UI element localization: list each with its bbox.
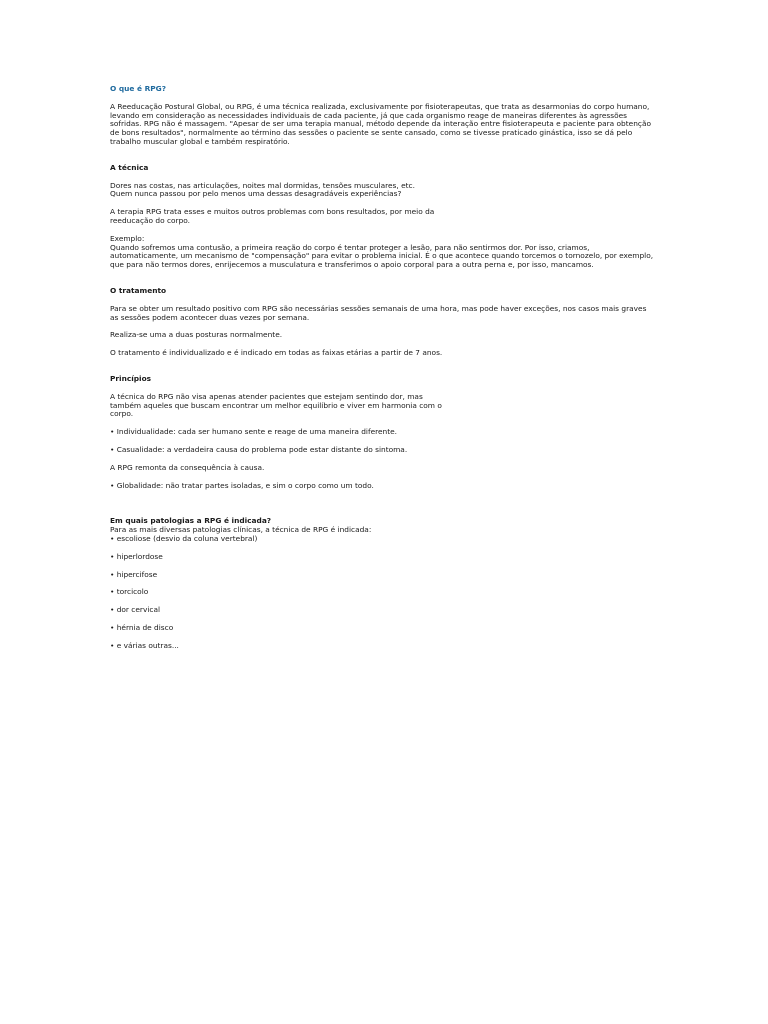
list-item: • Individualidade: cada ser humano sente e reage de uma maneira diferente. (110, 427, 398, 437)
paragraph: Para se obter um resultado positivo com RPG são necessárias sessões semanais de uma hora, mas pode haver exceções, nos casos mais graves as sessões podem acontecer duas vezes por semana. (110, 303, 647, 322)
section-heading-principles: Princípios (110, 373, 152, 383)
list-item: • hipercifose (110, 569, 158, 579)
section-heading-pathologies: Em quais patologias a RPG é indicada? (110, 516, 272, 526)
section-title-what-is-rpg: O que é RPG? (110, 84, 167, 93)
paragraph: Realiza-se uma a duas posturas normalmente. (110, 330, 283, 340)
paragraph: Exemplo: Quando sofremos uma contusão, a primeira reação do corpo é tentar proteger a lesão, para não sentirmos dor. Por isso, criamos, automaticamente, um mecanismo de "compensação" para evitar o problema inicial. É o que acontece quando torcemos o tornozelo, por exemplo, que para não termos dores, enrijecemos a musculatura e transferimos o apoio corporal para a outra perna e, por isso, mancamos. (110, 233, 654, 270)
list-item: • hiperlordose (110, 551, 163, 561)
paragraph: A terapia RPG trata esses e muitos outros problemas com bons resultados, por meio da reeducação do corpo. (110, 207, 435, 225)
paragraph: A Reeducação Postural Global, ou RPG, é uma técnica realizada, exclusivamente por fisioterapeutas, que trata as desarmonias do corpo humano, levando em consideração as necessidades individuais de cada paciente, já que cada organismo reage de maneiras diferentes às agressões sofridas. RPG não é massagem. "Apesar de ser uma terapia manual, método depende da interação entre fisioterapeuta e paciente para obtenção de bons resultados", normalmente ao término das sessões o paciente se sente cansado, como se tivesse praticado ginástica, isso se dá pelo trabalho muscular global e também respiratório. (110, 101, 651, 146)
paragraph: A técnica do RPG não visa apenas atender pacientes que estejam sentindo dor, mas também aqueles que buscam encontrar um melhor equilíbrio e viver em harmonia com o corpo. (110, 391, 442, 419)
list-item: • Casualidade: a verdadeira causa do problema pode estar distante do sintoma. (110, 444, 408, 454)
list-item: • Globalidade: não tratar partes isoladas, e sim o corpo como um todo. (110, 480, 374, 490)
list-item: • dor cervical (110, 605, 161, 615)
list-item: • hérnia de disco (110, 622, 174, 632)
list-item: • escoliose (desvio da coluna vertebral) (110, 533, 258, 543)
document-body (110, 85, 656, 659)
paragraph: Dores nas costas, nas articulações, noites mal dormidas, tensões musculares, etc. Quem nunca passou por pelo menos uma dessas desagradáveis experiências? (110, 180, 415, 199)
section-heading-treatment: O tratamento (110, 285, 167, 295)
list-item: • e várias outras... (110, 640, 179, 650)
list-item: A RPG remonta da consequência à causa. (110, 462, 265, 472)
list-item: • torcicolo (110, 587, 149, 597)
paragraph: Para as mais diversas patologias clínicas, a técnica de RPG é indicada: (110, 525, 372, 535)
principles-list (110, 428, 656, 490)
pathologies-list (110, 535, 656, 651)
section-heading-technique: A técnica (110, 162, 149, 172)
paragraph: O tratamento é individualizado e é indicado em todas as faixas etárias a partir de 7 anos. (110, 348, 443, 358)
